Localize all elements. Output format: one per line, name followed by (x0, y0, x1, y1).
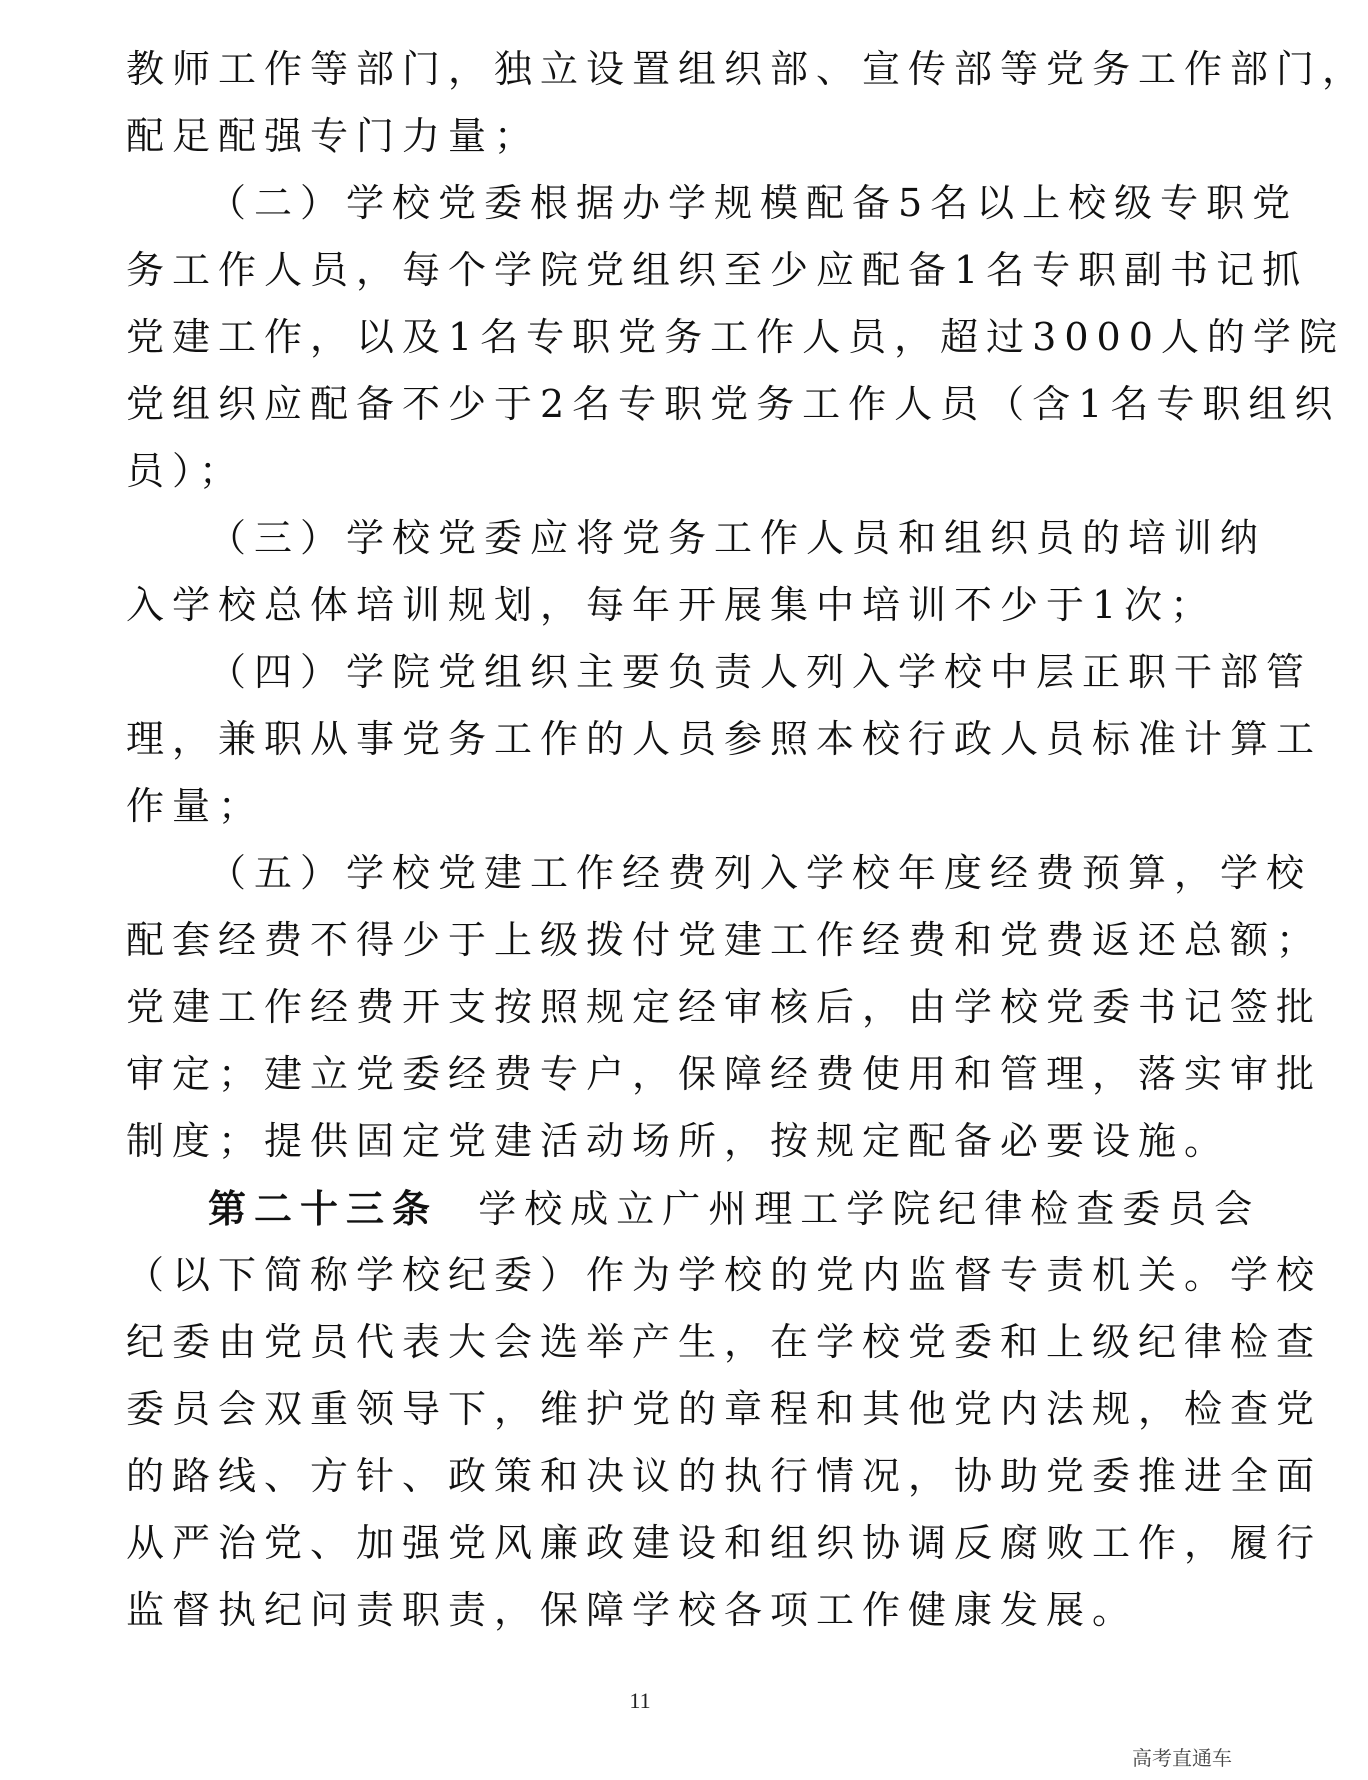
text-line: 作量； (126, 784, 265, 828)
text-line: （四）学院党组织主要负责人列入学校中层正职干部管 (208, 650, 1313, 694)
document-body (126, 36, 1368, 1644)
text-line: 员）； (126, 449, 246, 493)
text-line: 配足配强专门力量； (126, 114, 541, 158)
text-line: 入学校总体培训规划，每年开展集中培训不少于1次； (126, 583, 1217, 627)
text-line: 从严治党、加强党风廉政建设和组织协调反腐败工作，履行 (126, 1521, 1323, 1565)
text-line: 制度；提供固定党建活动场所，按规定配备必要设施。 (126, 1119, 1231, 1163)
text-line: 监督执纪问责职责，保障学校各项工作健康发展。 (126, 1588, 1139, 1632)
text-line: （二）学校党委根据办学规模配备5名以上校级专职党 (208, 181, 1299, 225)
text-line: 委员会双重领导下，维护党的章程和其他党内法规，检查党 (126, 1387, 1323, 1431)
article-line (126, 1175, 1261, 1242)
text-line: 纪委由党员代表大会选举产生，在学校党委和上级纪律检查 (126, 1320, 1323, 1364)
article-text: 学校成立广州理工学院纪律检查委员会 (478, 1187, 1261, 1231)
text-line: 党组织应配备不少于2名专职党务工作人员（含1名专职组织 (126, 382, 1341, 426)
text-line: 配套经费不得少于上级拨付党建工作经费和党费返还总额； (126, 918, 1323, 962)
text-line: （三）学校党委应将党务工作人员和组织员的培训纳 (208, 516, 1267, 560)
text-line: （五）学校党建工作经费列入学校年度经费预算，学校 (208, 851, 1313, 895)
text-line: 党建工作经费开支按照规定经审核后，由学校党委书记签批 (126, 985, 1323, 1029)
text-line: 党建工作，以及1名专职党务工作人员，超过3000人的学院 (126, 315, 1345, 359)
text-line: 理，兼职从事党务工作的人员参照本校行政人员标准计算工 (126, 717, 1323, 761)
text-line: 务工作人员，每个学院党组织至少应配备1名专职副书记抓 (126, 248, 1309, 292)
watermark-text: 高考直通车 (1132, 1746, 1232, 1770)
text-line: 审定；建立党委经费专户，保障经费使用和管理，落实审批 (126, 1052, 1323, 1096)
text-line: 教师工作等部门，独立设置组织部、宣传部等党务工作部门， (126, 47, 1368, 91)
article-heading: 第二十三条 (208, 1186, 439, 1231)
page-number: 11 (629, 1688, 651, 1713)
text-line: （以下简称学校纪委）作为学校的党内监督专责机关。学校 (126, 1253, 1323, 1297)
article-heading-gap (438, 1187, 478, 1231)
text-line: 的路线、方针、政策和决议的执行情况，协助党委推进全面 (126, 1454, 1323, 1498)
